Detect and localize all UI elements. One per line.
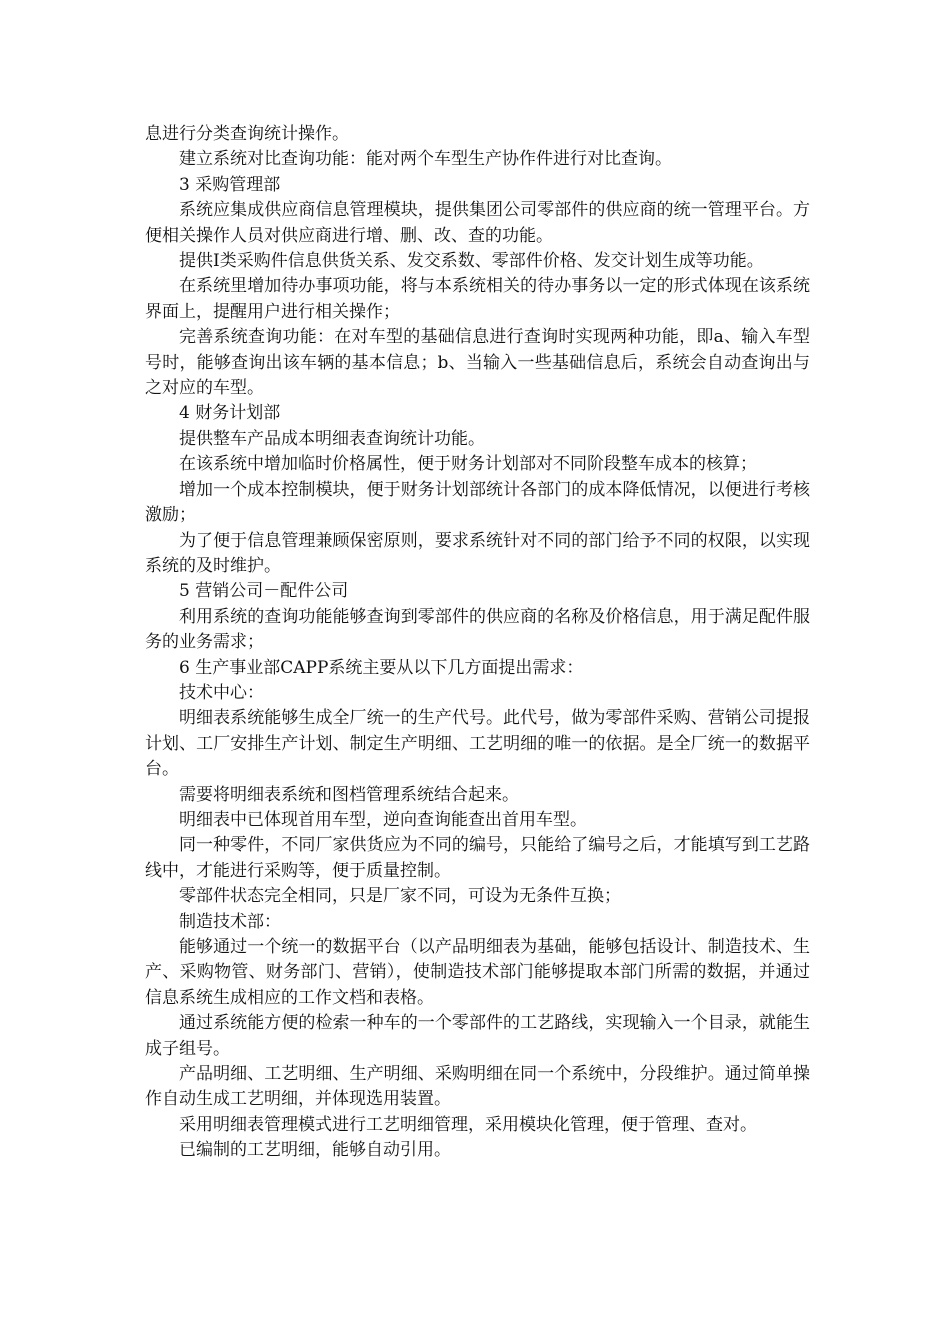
paragraph: 完善系统查询功能：在对车型的基础信息进行查询时实现两种功能，即a、输入车型号时，能够查询出该车辆的基本信息；b、当输入一些基础信息后，系统会自动查询出与之对应的车型。 — [145, 327, 810, 399]
section-heading-production: 6 生产事业部CAPP系统主要从以下几方面提出需求： — [179, 657, 584, 678]
paragraph: 采用明细表管理模式进行工艺明细管理，采用模块化管理，便于管理、查对。 — [179, 1114, 757, 1135]
paragraph: 在该系统中增加临时价格属性，便于财务计划部对不同阶段整车成本的核算； — [179, 454, 757, 475]
paragraph: 需要将明细表系统和图档管理系统结合起来。 — [179, 784, 519, 805]
subheading-tech-center: 技术中心： — [179, 682, 264, 703]
section-heading-finance: 4 财务计划部 — [179, 403, 281, 424]
paragraph: 通过系统能方便的检索一种车的一个零部件的工艺路线，实现输入一个目录，就能生成子组号。 — [145, 1013, 810, 1059]
paragraph: 提供整车产品成本明细表查询统计功能。 — [179, 428, 485, 449]
subheading-manufacturing-tech: 制造技术部： — [179, 911, 281, 932]
paragraph: 零部件状态完全相同，只是厂家不同，可设为无条件互换； — [179, 886, 621, 907]
paragraph: 同一种零件，不同厂家供货应为不同的编号，只能给了编号之后，才能填写到工艺路线中，才能进行采购等，便于质量控制。 — [145, 835, 810, 881]
section-heading-procurement: 3 采购管理部 — [179, 174, 281, 195]
paragraph: 在系统里增加待办事项功能，将与本系统相关的待办事务以一定的形式体现在该系统界面上，提醒用户进行相关操作； — [145, 276, 810, 322]
paragraph: 能够通过一个统一的数据平台（以产品明细表为基础，能够包括设计、制造技术、生产、采购物管、财务部门、营销），使制造技术部门能够提取本部门所需的数据，并通过信息系统生成相应的工作文档和表格。 — [145, 937, 810, 1008]
paragraph: 产品明细、工艺明细、生产明细、采购明细在同一个系统中，分段维护。通过简单操作自动生成工艺明细，并体现选用装置。 — [145, 1064, 810, 1110]
document-page — [145, 122, 810, 1164]
section-heading-marketing: 5 营销公司－配件公司 — [179, 581, 349, 602]
paragraph-continuation: 息进行分类查询统计操作。 — [145, 124, 349, 144]
paragraph: 已编制的工艺明细，能够自动引用。 — [179, 1140, 451, 1161]
paragraph: 增加一个成本控制模块，便于财务计划部统计各部门的成本降低情况，以便进行考核激励； — [145, 479, 810, 526]
paragraph: 系统应集成供应商信息管理模块，提供集团公司零部件的供应商的统一管理平台。方便相关操作人员对供应商进行增、删、改、查的功能。 — [145, 200, 810, 246]
paragraph: 提供I类采购件信息供货关系、发交系数、零部件价格、发交计划生成等功能。 — [179, 251, 764, 272]
paragraph: 利用系统的查询功能能够查询到零部件的供应商的名称及价格信息，用于满足配件服务的业务需求； — [145, 606, 810, 653]
paragraph: 明细表中已体现首用车型，逆向查询能查出首用车型。 — [179, 809, 587, 830]
paragraph: 建立系统对比查询功能：能对两个车型生产协作件进行对比查询。 — [179, 149, 672, 170]
paragraph: 为了便于信息管理兼顾保密原则，要求系统针对不同的部门给予不同的权限，以实现系统的及时维护。 — [145, 530, 810, 576]
paragraph: 明细表系统能够生成全厂统一的生产代号。此代号，做为零部件采购、营销公司提报计划、工厂安排生产计划、制定生产明细、工艺明细的唯一的依据。是全厂统一的数据平台。 — [145, 708, 810, 780]
